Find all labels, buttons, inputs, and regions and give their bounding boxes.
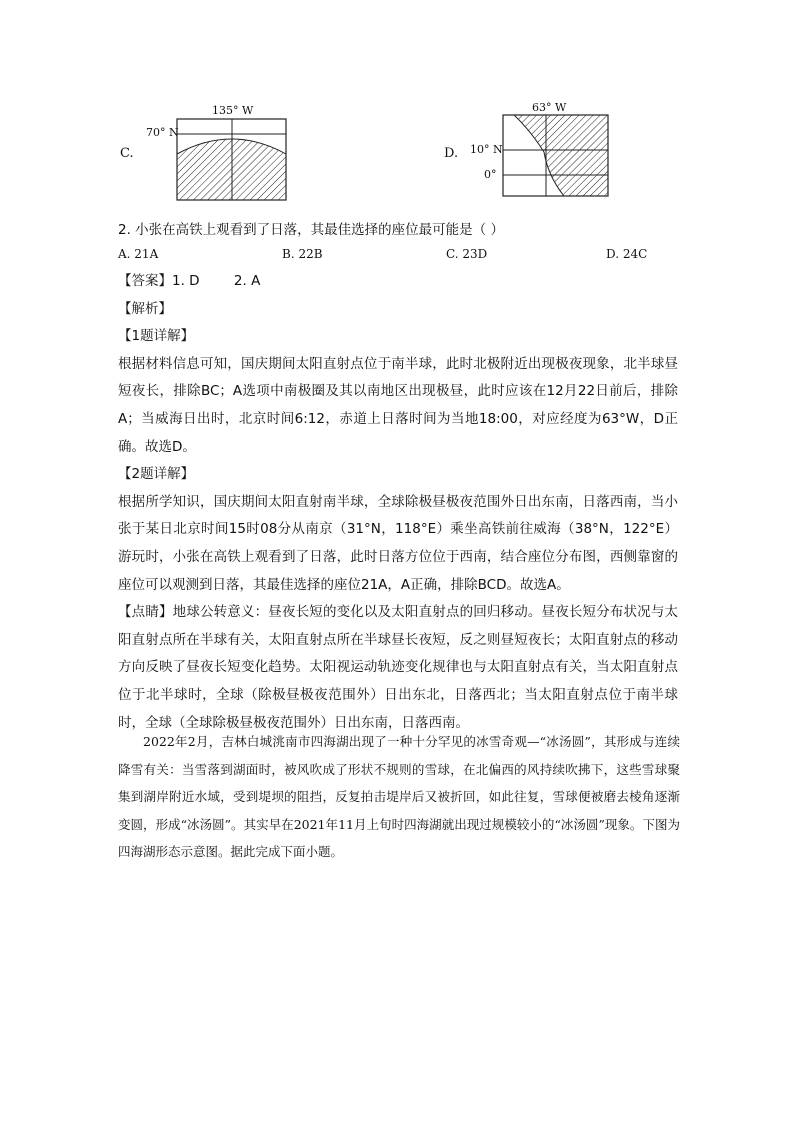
question-2-stem: 2. 小张在高铁上观看到了日落，其最佳选择的座位最可能是（ ） — [118, 222, 504, 238]
answer-text: 1. D 2. A — [172, 273, 261, 289]
analysis-tag: 【解析】 — [118, 300, 172, 317]
tip-body: 地球公转意义：昼夜长短的变化以及太阳直射点的回归移动。昼夜长短分布状况与太阳直射点所在半球有关，太阳直射点所在半球昼长夜短，反之则昼短夜长；太阳直射点的移动方向反映了昼夜长短变化趋势。太阳视运动轨迹变化规律也与太阳直射点有关，当太阳直射点位于北半球时，全球（除极昼极夜范围外）日出东北，日落西北；当太阳直射点位于南半球时，全球（全球除极昼极夜范围外）日出东南，日落西南。 — [118, 604, 679, 731]
q1-detail-body: 根据材料信息可知，国庆期间太阳直射点位于南半球，此时北极附近出现极夜现象，北半球昼短夜长，排除BC；A选项中南极圈及其以南地区出现极昼，此时应该在12月22日前后，排除A；当威海日出时，北京时间6:12，赤道上日落时间为当地18:00，对应经度为63°W，D正确。故选D。 — [118, 355, 678, 455]
latitude-label-d-10n: 10° N — [470, 143, 503, 156]
q1-detail-title: 【1题详解】 — [118, 328, 195, 345]
latitude-label-d-0: 0° — [484, 168, 497, 181]
option-a: A. 21A — [118, 247, 159, 261]
option-d-label: D. — [444, 146, 459, 161]
tip-tag: 【点睛】 — [118, 604, 173, 621]
option-d: D. 24C — [606, 247, 648, 261]
sunlight-diagram-d — [502, 114, 610, 198]
tip-paragraph — [118, 599, 678, 737]
q2-detail-body: 根据所学知识，国庆期间太阳直射南半球，全球除极昼极夜范围外日出东南，日落西南，当小张于某日北京时间15时08分从南京（31°N，118°E）乘坐高铁前往威海（38°N，122°E）游玩时，小张在高铁上观看到了日落，此时日落方位位于西南，结合座位分布图，西侧靠窗的座位可以观测到日落，其最佳选择的座位21A，A正确，排除BCD。故选A。 — [118, 493, 678, 593]
option-c-label: C. — [120, 146, 134, 161]
answer-tag: 【答案】 — [118, 273, 172, 289]
longitude-label-c: 135° W — [212, 104, 254, 117]
q2-detail-title: 【2题详解】 — [118, 466, 195, 483]
longitude-label-d: 63° W — [532, 101, 567, 114]
sunlight-diagram-c — [176, 118, 288, 202]
answer-line — [118, 268, 678, 296]
option-c: C. 23D — [446, 247, 488, 261]
material-passage — [118, 728, 680, 866]
option-b: B. 22B — [282, 247, 323, 261]
latitude-label-c: 70° N — [146, 126, 179, 139]
answer-analysis-block — [118, 268, 678, 737]
material-text: 2022年2月，吉林白城洮南市四海湖出现了一种十分罕见的冰雪奇观—“冰汤圆”，其形成与连续降雪有关：当雪落到湖面时，被风吹成了形状不规则的雪球，在北偏西的风持续吹拂下，这些雪球聚集到湖岸附近水域，受到堤坝的阻挡，反复拍击堤岸后又被折回，如此往复，雪球便被磨去棱角逐渐变圆，形成“冰汤圆”。其实早在2021年11月上旬时四海湖就出现过规模较小的“冰汤圆”现象。下图为四海湖形态示意图。据此完成下面小题。 — [118, 734, 680, 860]
